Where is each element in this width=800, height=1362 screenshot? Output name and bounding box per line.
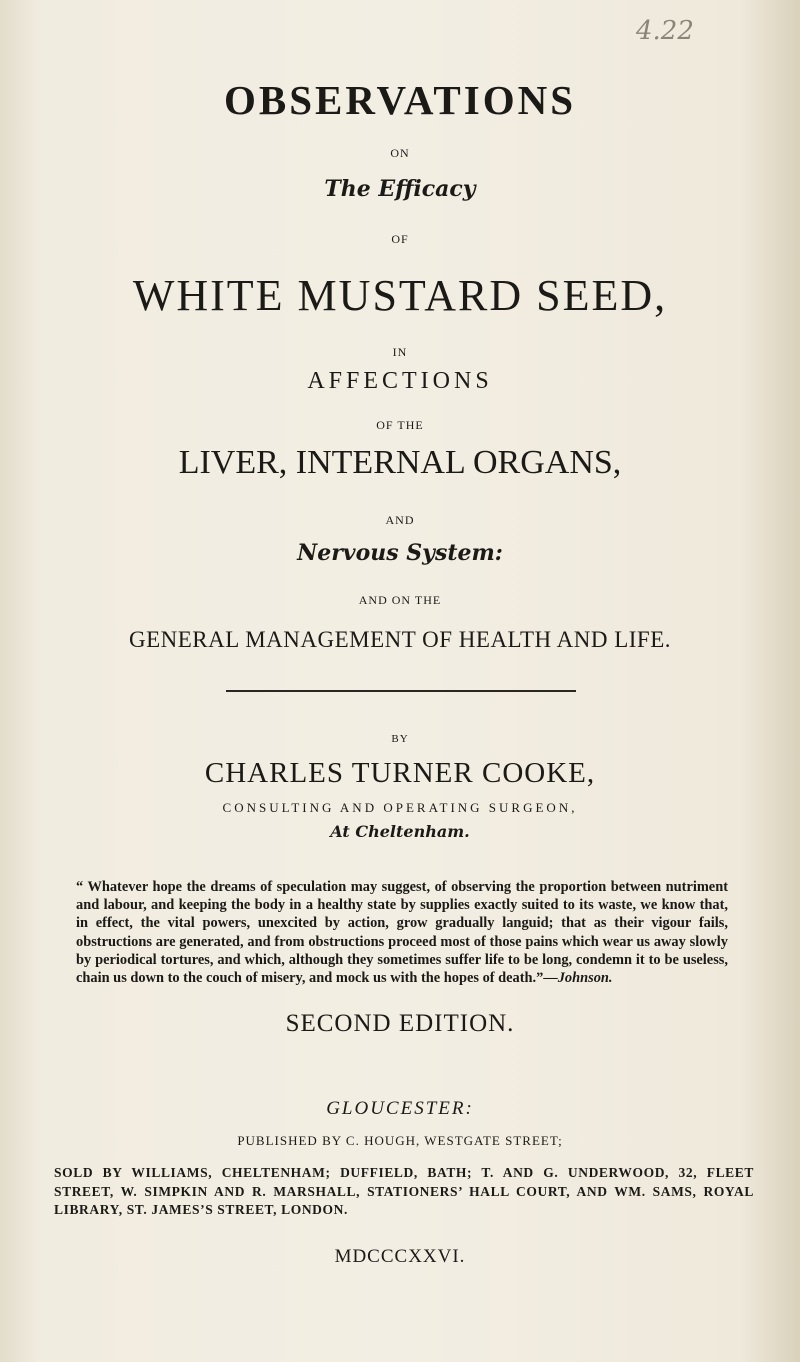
by-label: BY — [391, 733, 409, 745]
author-name: CHARLES TURNER COOKE, — [204, 757, 596, 789]
organs-title: LIVER, INTERNAL ORGANS, — [178, 444, 622, 481]
connector-of-the: OF THE — [376, 418, 424, 432]
pencil-note: 4.22 — [636, 16, 694, 46]
affections-title: AFFECTIONS — [307, 368, 493, 394]
connector-and: AND — [385, 513, 415, 527]
main-title: OBSERVATIONS — [223, 77, 577, 123]
sellers-imprint: SOLD BY WILLIAMS, CHELTENHAM; DUFFIELD, BATH; T. AND G. UNDERWOOD, 32, FLEET STREET, W. SIMPKIN AND R. MARSHALL, STATIONERS’ HALL COURT, AND WM. SAMS, ROYAL LIBRARY, ST. JAMES’S STREET, LONDON. — [54, 1165, 754, 1217]
connector-of: OF — [391, 232, 409, 246]
nervous-system-blackletter: Nervous System: — [297, 540, 503, 566]
connector-on: ON — [390, 146, 410, 160]
divider-rule — [226, 690, 576, 692]
edition: SECOND EDITION. — [285, 1010, 515, 1037]
management-title: GENERAL MANAGEMENT OF HEALTH AND LIFE. — [128, 627, 672, 652]
subject-title: WHITE MUSTARD SEED, — [132, 271, 668, 320]
publication-city: GLOUCESTER: — [326, 1098, 474, 1119]
efficacy-blackletter: The Efficacy — [324, 176, 476, 202]
epigraph-text: “ Whatever hope the dreams of speculation may suggest, of observing the proportion between nutriment and labour, and keeping the body in a healthy state by supplies exactly suited to its waste, we know that, in effect, the vital powers, unexcited by action, grow gradually languid; that as their vigour fails, obstructions are generated, and from obstructions proceed most of those pains which wear us away slowly by periodical tortures, and which, although they sometimes suffer life to be long, condemn it to be useless, chain us down to the couch of misery, and mock us with the hopes of death.” — [76, 879, 728, 987]
epigraph — [76, 878, 728, 987]
author-place: At Cheltenham. — [330, 822, 470, 841]
connector-and-on-the: AND ON THE — [358, 593, 442, 607]
epigraph-author: —Johnson. — [543, 970, 613, 987]
author-profession: CONSULTING AND OPERATING SURGEON, — [222, 800, 578, 815]
connector-in: IN — [392, 345, 408, 359]
publication-year: MDCCCXXVI. — [334, 1246, 466, 1267]
publisher-line: PUBLISHED BY C. HOUGH, WESTGATE STREET; — [237, 1133, 563, 1148]
